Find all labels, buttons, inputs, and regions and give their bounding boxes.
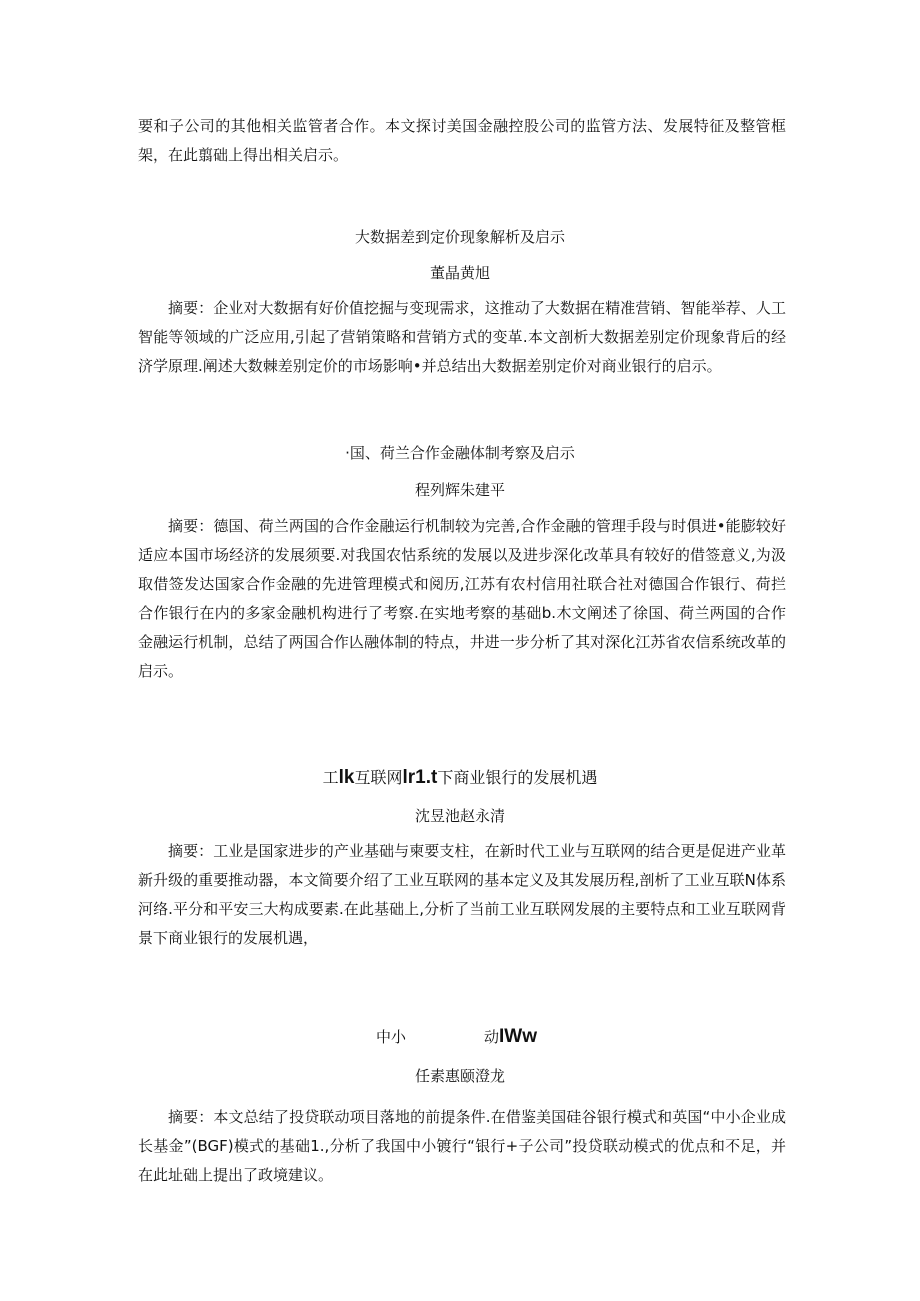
- article-2-abstract: 摘要：德国、荷兰两国的合作金融运行机制较为完善,合作金融的管理手段与时俱进•能膨较好适应本国市场经济的发展须要.对我国农怙系统的发展以及进步深化改革具有较好的借签意义,为汲取借签发达国家合作金融的先进管理模式和阅历,江苏有农村信用社联合社对德国合作银行、荷拦合作银行在内的多家金融机构进行了考察.在实地考察的基础b.木文阐述了徐国、荷兰两国的合作金融运行机制，总结了两国合作亾融体制的特点，井进一步分析了其对深化江苏省农信系统改革的启示。: [138, 517, 786, 680]
- article-4-title-right: [484, 1026, 537, 1048]
- article-1-authors: 董晶黄旭: [429, 264, 490, 282]
- article-3-title-latin-1: lk: [338, 767, 355, 788]
- article-3-title-suffix: 下商业银行的发展机遇: [437, 768, 598, 787]
- article-4-title-left: 中小: [376, 1028, 407, 1046]
- article-2-title: ·国、荷兰合作金融体制考察及启示: [345, 444, 575, 462]
- intro-paragraph: 要和子公司的其他相关监管者合作。本文探讨美国金融控股公司的监管方法、发展特征及整管框架，在此翦础上得出相关启示。: [138, 117, 786, 164]
- article-4-title-right-latin: IWw: [499, 1026, 538, 1047]
- article-3-title-prefix: 工: [322, 768, 339, 787]
- article-3-abstract: 摘要：工业是国家进步的产业基础与柬要支柱，在新时代工业与互联网的结合更是促进产业革新升级的重要推动器，本文简要介绍了工业互联网的基本定义及其发展历程,剖析了工业互联N体系河络.平分和平安三大构成要素.在此基础上,分析了当前工业互联网发展的主要特点和工业互联网背景下商业银行的发展机遇，: [138, 842, 786, 947]
- article-3-title-mid: 互联网: [354, 768, 403, 787]
- article-1-abstract: 摘要：企业对大数据有好价值挖掘与变现需求，这推动了大数据在精准营销、智能举荐、人工智能等领域的广泛应用,引起了营销策略和营销方式的变革.本文剖析大数据差别定价现象背后的经济学原理.阐述大数棘差别定价的市场影响•并总结出大数据差别定价对商业银行的启示。: [138, 299, 786, 375]
- article-4-abstract: 摘要：本文总结了投贷联动项目落地的前提条件.在借鉴美国硅谷银行模式和英国“中小企业成长基金”(BGF)模式的基础1.,分析了我国中小镀行“银行+子公司”投贷联动模式的优点和不足，并在此址础上提出了政境建议。: [138, 1108, 786, 1184]
- article-3-title: [0, 767, 920, 789]
- article-4-title-right-prefix: 动: [484, 1028, 500, 1046]
- article-2-authors: 程列辉朱建平: [414, 481, 505, 499]
- article-1-title: 大数据差到定价现象解析及启示: [354, 228, 565, 246]
- article-4-authors: 任素惠颐澄龙: [414, 1067, 505, 1085]
- article-3-title-latin-2: lr1.t: [402, 767, 438, 788]
- article-3-authors: 沈昱池赵永清: [414, 807, 505, 825]
